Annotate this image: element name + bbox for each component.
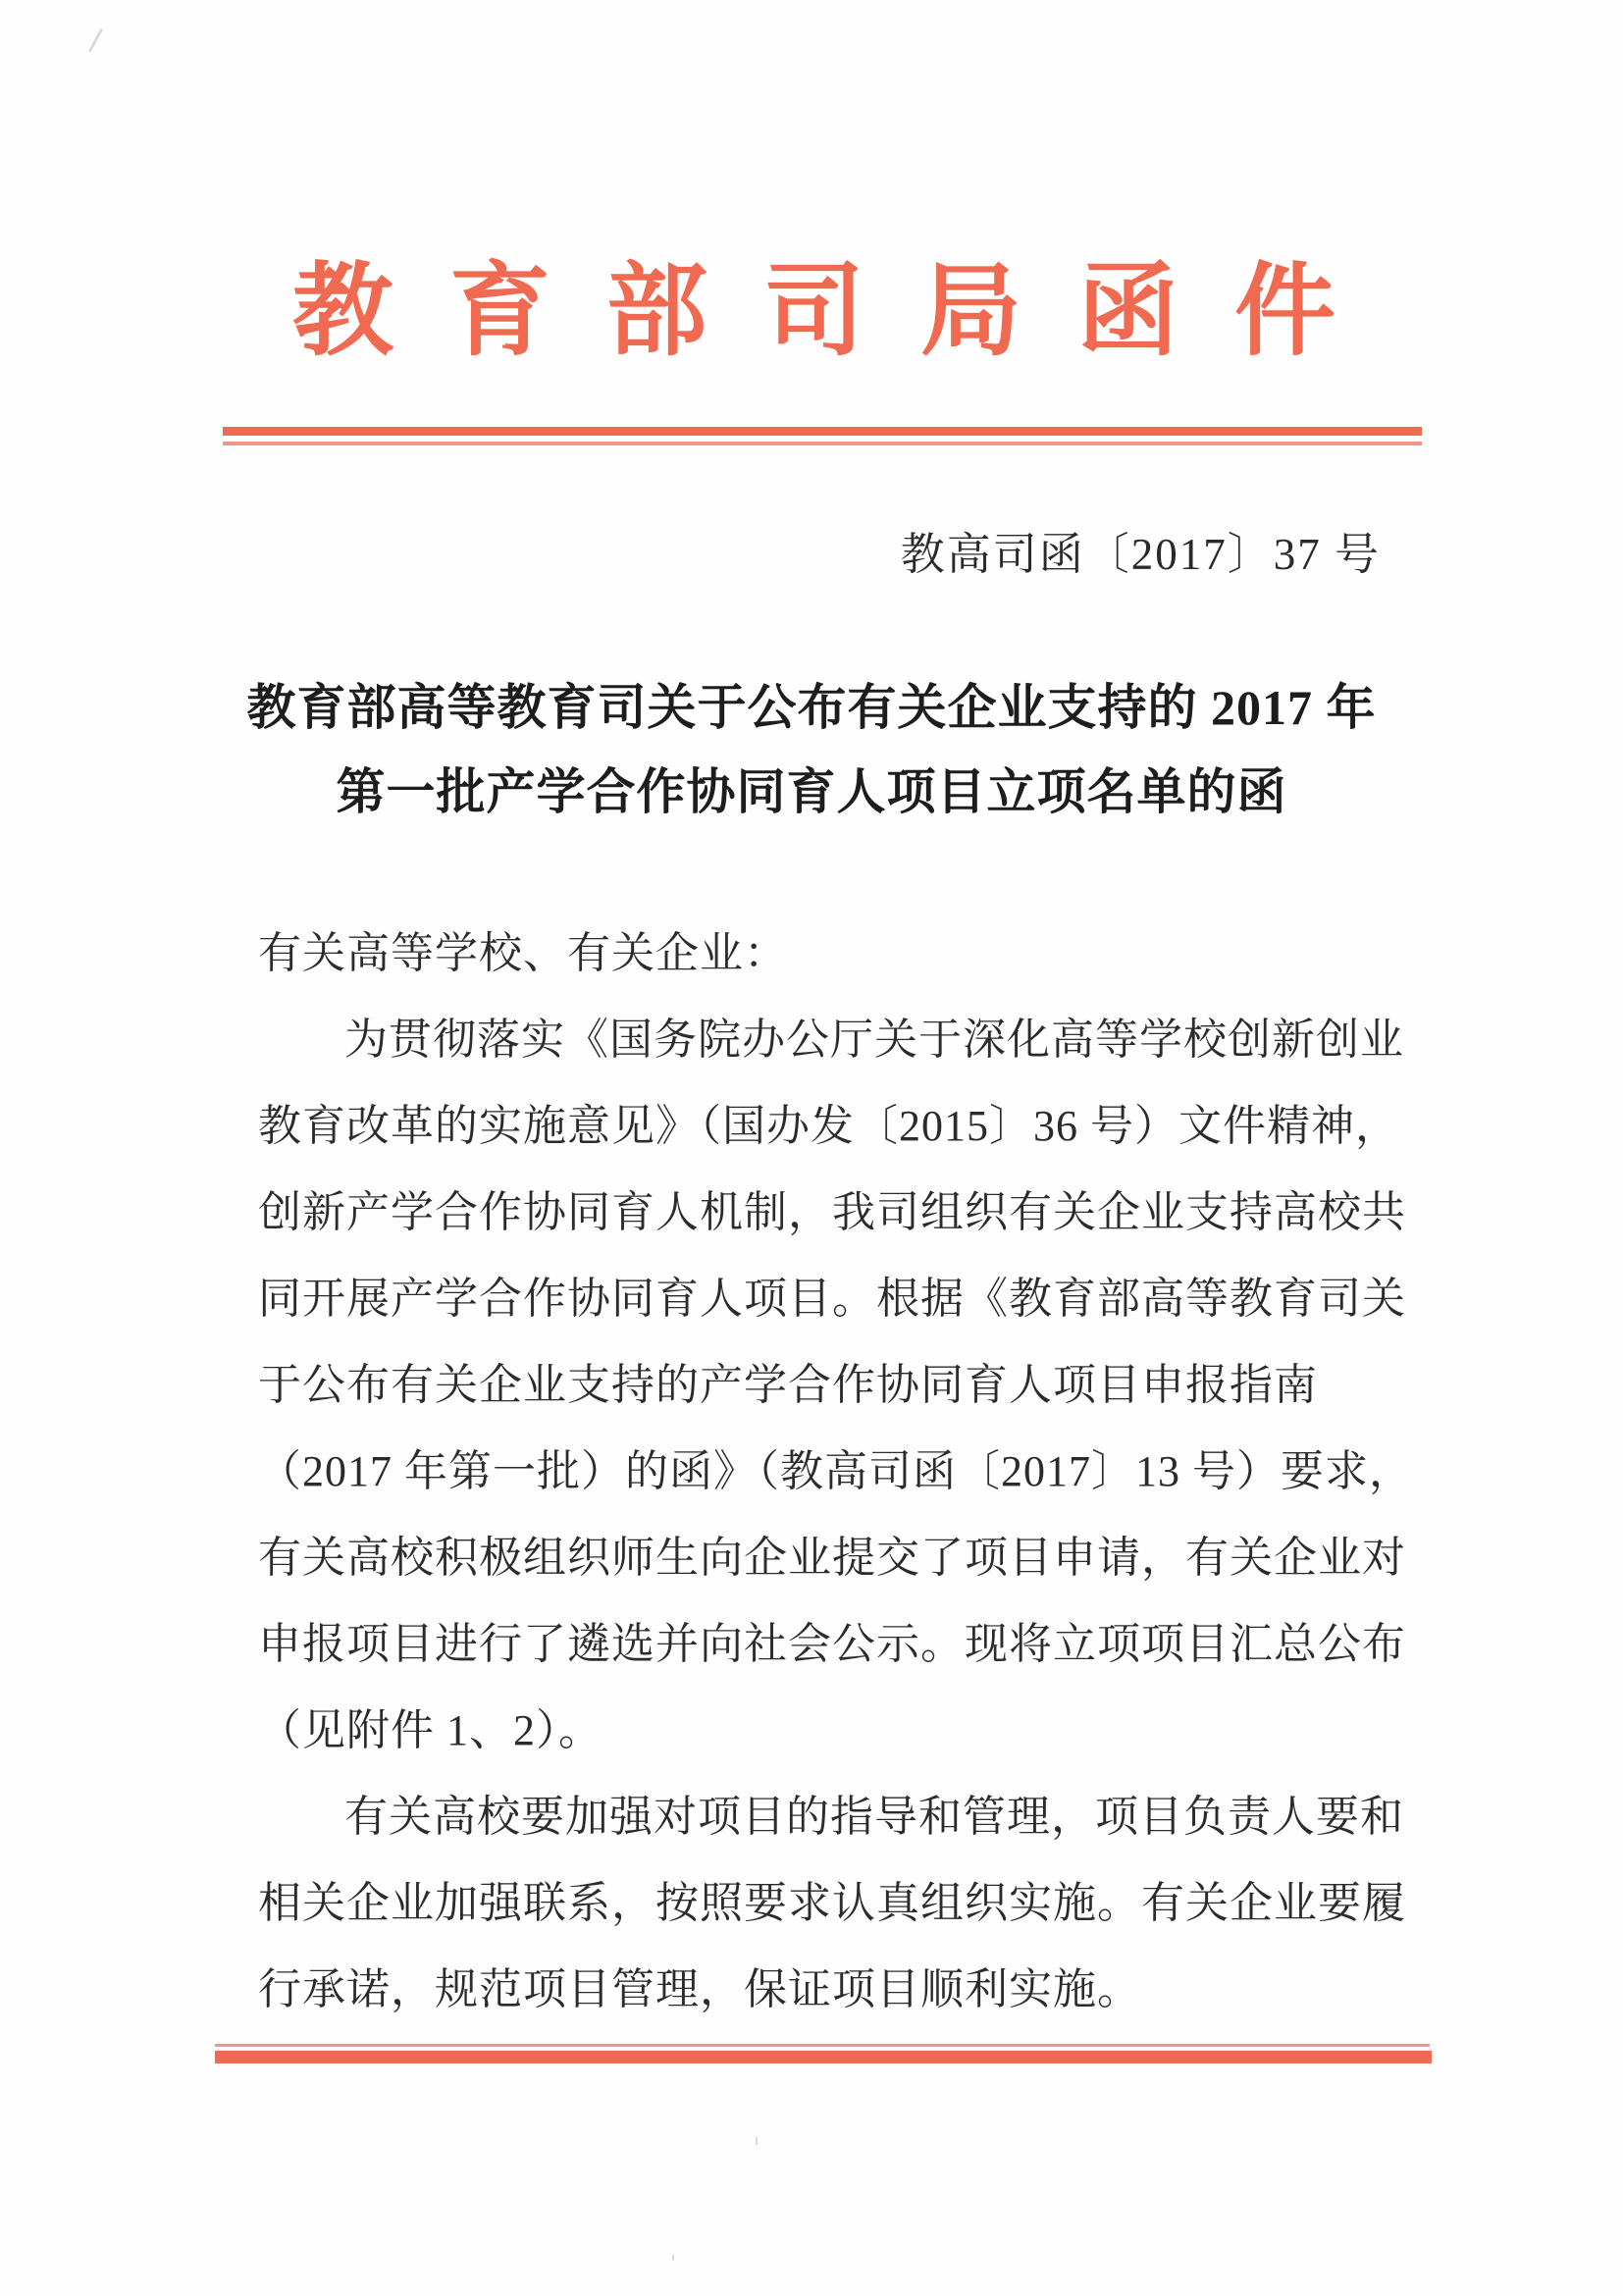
scan-speck [672, 2255, 674, 2261]
paragraph2-line: 有关高校要加强对项目的指导和管理，项目负责人要和 [344, 1793, 1404, 1841]
document-header-title: 教育部司局函件 [292, 256, 1391, 368]
scan-speck [756, 2137, 758, 2145]
paragraph2-line: 相关企业加强联系，按照要求认真组织实施。有关企业要履 [258, 1879, 1406, 1927]
paragraph1-line: 有关高校积极组织师生向企业提交了项目申请，有关企业对 [258, 1534, 1406, 1582]
paragraph1-line: 同开展产学合作协同育人项目。根据《教育部高等教育司关 [258, 1275, 1406, 1323]
top-rule-thin [223, 442, 1422, 445]
paragraph1-line: 申报项目进行了遴选并向社会公示。现将立项项目汇总公布 [258, 1620, 1406, 1668]
document-title-line2: 第一批产学合作协同育人项目立项名单的函 [336, 764, 1287, 819]
top-rule-thick [223, 427, 1422, 436]
paragraph2-line: 行承诺，规范项目管理，保证项目顺利实施。 [258, 1965, 1141, 2013]
paragraph1-line: （见附件 1、2）。 [258, 1706, 602, 1754]
paragraph1-line: 教育改革的实施意见》（国办发〔2015〕36 号）文件精神， [258, 1102, 1399, 1150]
scan-speck [88, 28, 103, 52]
paragraph1-line: （2017 年第一批）的函》（教高司函〔2017〕13 号）要求， [258, 1447, 1413, 1495]
document-number: 教高司函〔2017〕37 号 [900, 530, 1381, 579]
paragraph1-line: 于公布有关企业支持的产学合作协同育人项目申报指南 [258, 1361, 1318, 1409]
bottom-rule-thin [215, 2044, 1430, 2047]
bottom-rule-thick [215, 2051, 1432, 2063]
paragraph1-line: 创新产学合作协同育人机制，我司组织有关企业支持高校共 [258, 1188, 1406, 1236]
document-title-line1: 教育部高等教育司关于公布有关企业支持的 2017 年 [246, 680, 1377, 735]
document-body [258, 911, 1413, 2033]
salutation-line: 有关高等学校、有关企业： [258, 929, 788, 977]
document-title [0, 665, 1623, 834]
paragraph1-line: 为贯彻落实《国务院办公厅关于深化高等学校创新创业 [344, 1016, 1404, 1064]
